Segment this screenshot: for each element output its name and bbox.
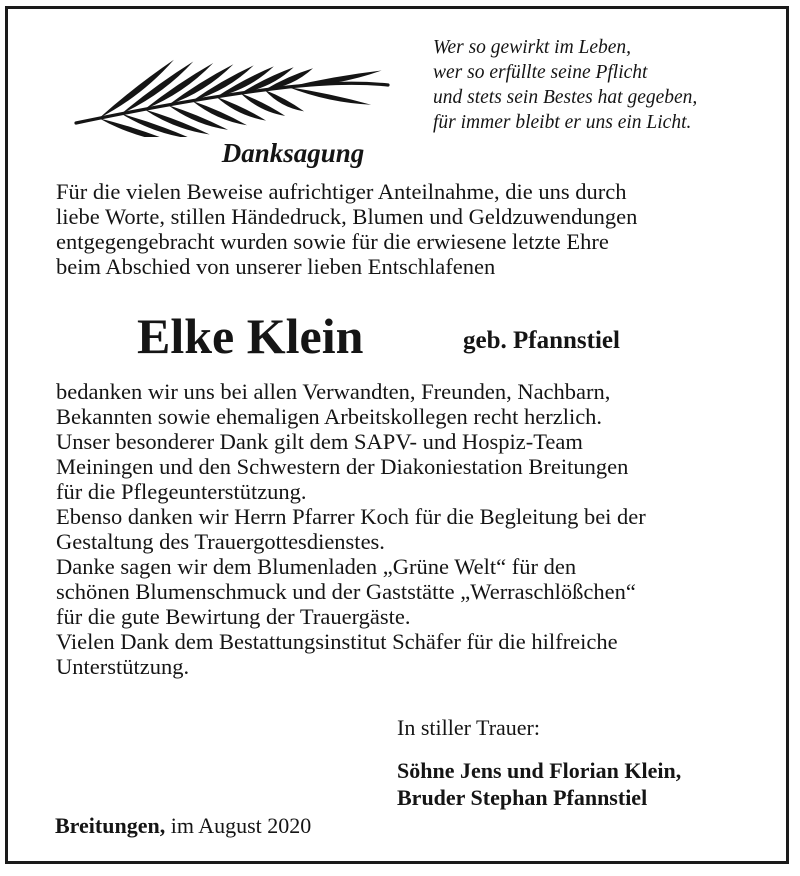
text-line: Für die vielen Beweise aufrichtiger Anteilnahme, die uns durch — [56, 179, 627, 204]
text-line: bedanken wir uns bei allen Verwandten, Freunden, Nachbarn, — [56, 379, 611, 404]
text-line: schönen Blumenschmuck und der Gaststätte „Werraschlößchen“ — [56, 579, 636, 604]
poem-line: wer so erfüllte seine Pflicht — [433, 62, 648, 83]
text-line: Unser besonderer Dank gilt dem SAPV- und Hospiz-Team — [56, 429, 583, 454]
signer-line: Bruder Stephan Pfannstiel — [397, 785, 648, 810]
deceased-name: Elke Klein — [137, 308, 364, 364]
text-line: Vielen Dank dem Bestattungsinstitut Schäfer für die hilfreiche — [56, 629, 618, 654]
place: Breitungen, — [55, 813, 166, 838]
mourning-label: In stiller Trauer: — [397, 715, 540, 740]
poem-line: und stets sein Bestes hat gegeben, — [433, 87, 698, 108]
text-line: Gestaltung des Trauergottesdienstes. — [56, 529, 385, 554]
signer-line: Söhne Jens und Florian Klein, — [397, 758, 682, 783]
text-line: für die Pflegeunterstützung. — [56, 479, 307, 504]
intro-paragraph — [56, 179, 776, 279]
poem — [433, 35, 783, 135]
text-line: Ebenso danken wir Herrn Pfarrer Koch für die Begleitung bei der — [56, 504, 646, 529]
page-title: Danksagung — [221, 138, 365, 168]
poem-line: Wer so gewirkt im Leben, — [433, 37, 632, 58]
poem-line: für immer bleibt er uns ein Licht. — [433, 112, 692, 133]
text-line: für die gute Bewirtung der Trauergäste. — [56, 604, 411, 629]
text-line: Unterstützung. — [56, 654, 190, 679]
text-line: beim Abschied von unserer lieben Entschlafenen — [56, 254, 496, 279]
text-line: entgegengebracht wurden sowie für die erwiesene letzte Ehre — [56, 229, 609, 254]
text-line: Bekannten sowie ehemaligen Arbeitskollegen recht herzlich. — [56, 404, 603, 429]
text-line: liebe Worte, stillen Händedruck, Blumen und Geldzuwendungen — [56, 204, 638, 229]
palm-branch-icon — [68, 37, 398, 137]
signers — [397, 757, 681, 811]
maiden-name: geb. Pfannstiel — [463, 327, 620, 354]
place-date — [55, 813, 311, 839]
text-line: Danke sagen wir dem Blumenladen „Grüne Welt“ für den — [56, 554, 577, 579]
body-paragraph — [56, 379, 776, 679]
obituary-frame — [5, 6, 789, 864]
text-line: Meiningen und den Schwestern der Diakoniestation Breitungen — [56, 454, 629, 479]
date: im August 2020 — [170, 813, 312, 838]
